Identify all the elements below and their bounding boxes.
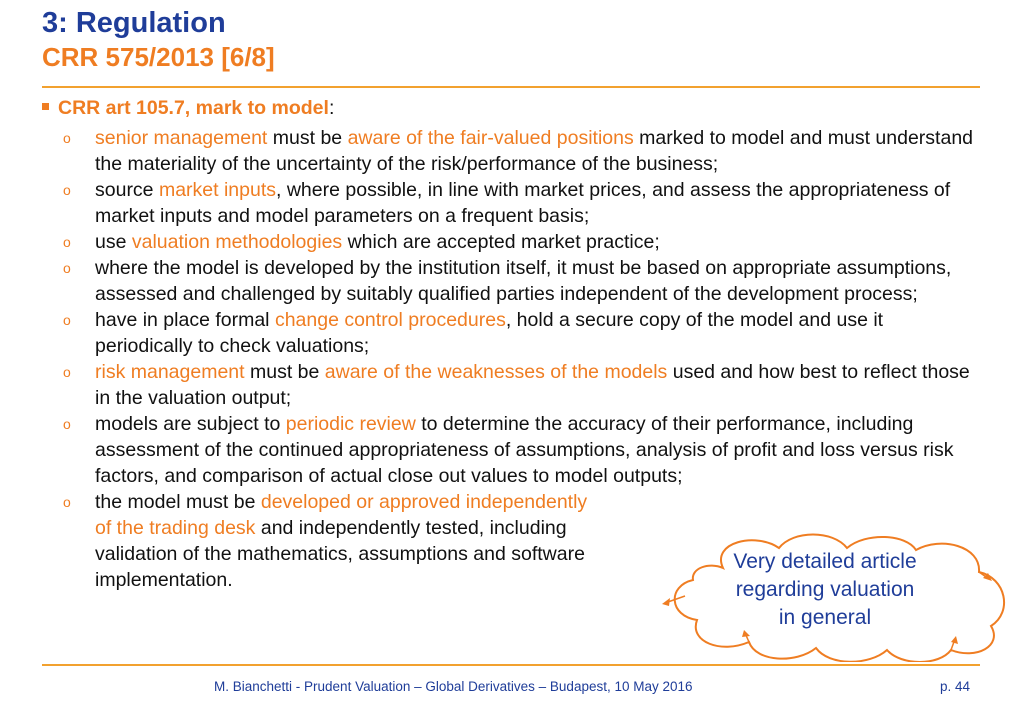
item-text: must be <box>244 361 325 383</box>
item-text: , hold a secure copy of the model and use it periodically to check valuations; <box>95 309 884 357</box>
item-text: risk management <box>95 361 245 383</box>
page-title: 3: Regulation <box>42 7 226 39</box>
requirements-list <box>63 125 983 593</box>
square-bullet-icon <box>42 103 49 110</box>
circle-bullet-icon: o <box>63 312 71 328</box>
item-text: used and how best to reflect those in the valuation output; <box>95 361 970 409</box>
item-text: developed or approved independently <box>260 491 588 513</box>
main-bullet <box>42 95 334 122</box>
main-bullet-label: CRR art 105.7, mark to model <box>58 97 329 119</box>
circle-bullet-icon: o <box>63 494 71 510</box>
item-text: the model must be <box>95 491 261 513</box>
footer-text: M. Bianchetti - Prudent Valuation – Global Derivatives – Budapest, 10 May 2016 <box>214 679 693 694</box>
circle-bullet-icon: o <box>63 416 71 432</box>
list-item <box>63 411 983 489</box>
circle-bullet-icon: o <box>63 364 71 380</box>
top-divider <box>42 86 980 88</box>
circle-bullet-icon: o <box>63 130 71 146</box>
bottom-divider <box>42 664 980 666</box>
item-text: must be <box>267 127 348 149</box>
item-text: senior management <box>95 127 268 149</box>
item-text: implementation. <box>95 569 233 591</box>
callout-line: Very detailed article <box>733 550 917 573</box>
item-text: where the model is developed by the institution itself, it must be based on appropriate assumptions, assessed and challenged by suitably qualified parties independent of the development process; <box>95 257 952 305</box>
circle-bullet-icon: o <box>63 182 71 198</box>
item-text: use <box>95 231 132 253</box>
item-text: of the trading desk <box>95 517 256 539</box>
item-text: valuation methodologies <box>131 231 343 253</box>
page-subtitle: CRR 575/2013 [6/8] <box>42 42 275 72</box>
list-item <box>63 359 983 411</box>
list-item <box>63 255 983 307</box>
item-text: aware of the fair-valued positions <box>347 127 634 149</box>
main-bullet-suffix: : <box>328 97 335 119</box>
circle-bullet-icon: o <box>63 234 71 250</box>
list-item <box>63 177 983 229</box>
arrowhead-icon <box>662 598 670 606</box>
item-text: , where possible, in line with market prices, and assess the appropriateness of market inputs and model parameters on a frequent basis; <box>95 179 951 227</box>
item-text: aware of the weaknesses of the models <box>324 361 668 383</box>
page-number: p. 44 <box>940 679 971 694</box>
item-text: have in place formal <box>95 309 275 331</box>
callout-line: in general <box>778 606 872 629</box>
callout-text <box>700 548 950 632</box>
item-text: and independently tested, including <box>255 517 567 539</box>
item-text: which are accepted market practice; <box>342 231 660 253</box>
item-text: to determine the accuracy of their performance, including assessment of the continued appropriateness of assumptions, analysis of profit and loss versus risk factors, and comparison of actual close out values to model outputs; <box>95 413 954 487</box>
list-item <box>63 229 983 255</box>
item-text: source <box>95 179 159 201</box>
list-item <box>63 125 983 177</box>
item-text: marked to model and must understand the materiality of the uncertainty of the risk/performance of the business; <box>95 127 974 175</box>
item-text: validation of the mathematics, assumptions and software <box>95 543 585 565</box>
item-text: models are subject to <box>95 413 286 435</box>
circle-bullet-icon: o <box>63 260 71 276</box>
item-text: periodic review <box>285 413 416 435</box>
callout-line: regarding valuation <box>735 578 915 601</box>
list-item <box>63 307 983 359</box>
item-text: market inputs <box>158 179 277 201</box>
item-text: change control procedures <box>274 309 506 331</box>
